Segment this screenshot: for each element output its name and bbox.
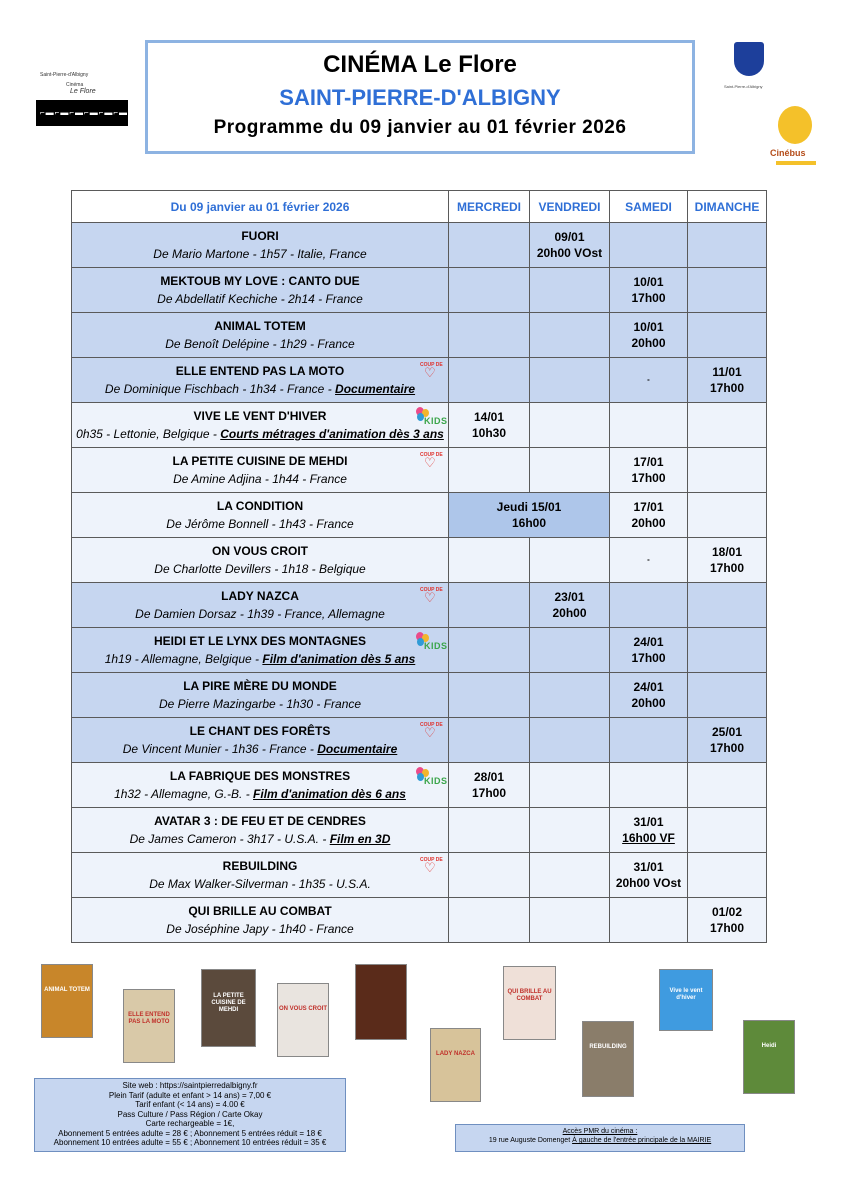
dimanche-cell [688, 583, 767, 628]
poster-animal-totem [41, 964, 93, 1038]
film-category: Film d'animation dès 5 ans [262, 652, 416, 666]
cinebus-logo: Cinébus [770, 106, 820, 168]
showtime-text: 17/01 [633, 500, 664, 514]
film-title: QUI BRILLE AU COMBAT [188, 904, 332, 918]
vendredi-cell [530, 898, 610, 943]
showtime-text: 09/01 [554, 230, 585, 244]
coup-de-coeur-icon: COUP DE ♡ [420, 722, 443, 740]
film-cell [72, 718, 449, 763]
film-info: 1h32 - Allemagne, G.-B. - [114, 787, 254, 801]
samedi-cell [610, 448, 688, 493]
showtime-text: 17h00 [471, 786, 507, 800]
poster-title: ANIMAL TOTEM [44, 986, 90, 993]
dimanche-cell [688, 313, 767, 358]
showtime-text: 16h00 [511, 516, 547, 530]
film-title: VIVE LE VENT D'HIVER [193, 409, 327, 423]
poster-on-vous-croit [277, 983, 329, 1057]
film-cell [72, 763, 449, 808]
film-row [72, 763, 767, 808]
day-header-dimanche: DIMANCHE [688, 191, 767, 223]
film-cell [72, 403, 449, 448]
vendredi-cell [530, 583, 610, 628]
coup-de-coeur-icon: COUP DE ♡ [420, 452, 443, 470]
film-category: Film en 3D [329, 832, 391, 846]
film-cell [72, 493, 449, 538]
vendredi-cell [530, 853, 610, 898]
film-title: MEKTOUB MY LOVE : CANTO DUE [160, 274, 360, 288]
film-info: De Amine Adjina - 1h44 - France [173, 472, 347, 486]
poster-title: QUI BRILLE AU COMBAT [507, 988, 552, 1002]
film-row [72, 583, 767, 628]
info-line: Site web : https://saintpierredalbigny.fr [122, 1081, 258, 1090]
showtime-text: 17h00 [709, 381, 745, 395]
showtime-text: 18/01 [711, 545, 743, 559]
film-category: Film d'animation dès 6 ans [253, 787, 406, 801]
film-cell [72, 223, 449, 268]
mercredi-cell [449, 628, 530, 673]
film-title: ANIMAL TOTEM [214, 319, 306, 333]
vendredi-cell [530, 358, 610, 403]
showtime-text: 10/01 [633, 320, 664, 334]
dimanche-cell [688, 808, 767, 853]
dimanche-cell [688, 268, 767, 313]
showtime-text: 25/01 [711, 725, 743, 739]
film-category: Courts métrages d'animation dès 3 ans [220, 427, 444, 441]
access-pmr-box [455, 1124, 745, 1152]
dimanche-cell [688, 403, 767, 448]
mercredi-cell [449, 358, 530, 403]
vendredi-cell [530, 268, 610, 313]
poster-lady-nazca [430, 1028, 481, 1102]
poster-petite-cuisine [201, 969, 256, 1047]
samedi-cell [610, 808, 688, 853]
poster-title: ELLE ENTEND PAS LA MOTO [128, 1011, 170, 1025]
dimanche-cell [688, 628, 767, 673]
film-row [72, 403, 767, 448]
vendredi-cell [530, 763, 610, 808]
film-info: De Mario Martone - 1h57 - Italie, France [153, 247, 367, 261]
showtime-text: 20h00 [552, 606, 587, 620]
showtime-text: 24/01 [633, 635, 664, 649]
film-cell [72, 673, 449, 718]
film-info: De Joséphine Japy - 1h40 - France [166, 922, 354, 936]
mercredi-cell [449, 718, 530, 763]
vendredi-cell [530, 718, 610, 763]
access-address: 19 rue Auguste Domenget [488, 1137, 573, 1144]
vendredi-cell [530, 448, 610, 493]
showtime-text: 17h00 [631, 291, 666, 305]
showtime-text: 20h00 VOst [615, 876, 682, 890]
film-cell [72, 538, 449, 583]
mercredi-cell [449, 223, 530, 268]
film-title: LA FABRIQUE DES MONSTRES [169, 769, 351, 783]
coup-de-coeur-icon: COUP DE ♡ [420, 362, 443, 380]
film-info: 0h35 - Lettonie, Belgique - [76, 427, 221, 441]
film-title: LE CHANT DES FORÊTS [189, 724, 331, 738]
film-category: Documentaire [335, 382, 416, 396]
mercredi-cell [449, 538, 530, 583]
mercredi-cell [449, 403, 530, 448]
poster-vive-le-vent [659, 969, 713, 1031]
mercredi-cell [449, 313, 530, 358]
film-cell [72, 448, 449, 493]
kids-balloons-icon: KIDS [414, 767, 444, 787]
samedi-cell [610, 493, 688, 538]
poster-qui-brille [503, 966, 556, 1040]
film-info: 1h19 - Allemagne, Belgique - [104, 652, 263, 666]
samedi-cell [610, 673, 688, 718]
film-info: De Abdellatif Kechiche - 2h14 - France [157, 292, 363, 306]
vendredi-cell [530, 403, 610, 448]
poster-title: REBUILDING [589, 1044, 627, 1051]
film-info: De Max Walker-Silverman - 1h35 - U.S.A. [149, 877, 371, 891]
showtime-text: 14/01 [473, 410, 505, 424]
schedule-table [71, 190, 767, 943]
heart-icon: ♡ [424, 860, 436, 875]
film-row [72, 628, 767, 673]
film-cell [72, 583, 449, 628]
dimanche-cell [688, 448, 767, 493]
showtime-text: 17/01 [633, 455, 664, 469]
pricing-info-box [34, 1078, 346, 1152]
poster-title: ON VOUS CROIT [278, 1005, 327, 1012]
showtime-text: 20h00 [631, 336, 666, 350]
showtime-text: 17h00 [631, 651, 666, 665]
showtime-text: 20h00 VOst [536, 246, 603, 260]
showtime-text: - [647, 375, 650, 384]
dimanche-cell [688, 493, 767, 538]
mercredi-cell [449, 898, 530, 943]
film-row [72, 268, 767, 313]
film-row [72, 898, 767, 943]
mercredi-cell [449, 763, 530, 808]
showtime-text: 20h00 [631, 696, 666, 710]
dimanche-cell [688, 718, 767, 763]
mercredi-cell [449, 268, 530, 313]
info-line: Carte rechargeable = 1€, [145, 1119, 235, 1128]
poster-title: Vive le vent d'hiver [669, 988, 703, 1001]
info-line: Abonnement 10 entrées adulte = 55 € ; Abonnement 10 entrées réduit = 35 € [53, 1138, 327, 1147]
poster-rebuilding [582, 1021, 634, 1097]
film-cell [72, 808, 449, 853]
film-category: Documentaire [317, 742, 398, 756]
town-name: SAINT-PIERRE-D'ALBIGNY [279, 85, 561, 110]
jeudi-showtime-cell [449, 493, 610, 538]
showtime-text: 17h00 [709, 921, 745, 935]
film-cell [72, 313, 449, 358]
samedi-cell [610, 223, 688, 268]
vendredi-cell [530, 808, 610, 853]
showtime-text: 24/01 [633, 680, 664, 694]
film-cell [72, 898, 449, 943]
programme-dates: Programme du 09 janvier au 01 février 2026 [213, 117, 627, 138]
vendredi-cell [530, 223, 610, 268]
showtime-text: 31/01 [633, 815, 664, 829]
film-row [72, 718, 767, 763]
showtime-text: - [647, 555, 650, 564]
vendredi-cell [530, 673, 610, 718]
cinema-seats-icon: ⌐▬⌐▬⌐▬⌐▬⌐▬⌐▬⌐▬ [40, 108, 143, 117]
samedi-cell [610, 898, 688, 943]
film-title: ON VOUS CROIT [211, 544, 308, 558]
poster-title: LA PETITE CUISINE DE MEHDI [211, 992, 246, 1013]
film-info: De Benoît Delépine - 1h29 - France [165, 337, 355, 351]
film-cell [72, 358, 449, 403]
mercredi-cell [449, 853, 530, 898]
cinebus-mascot-icon [778, 106, 812, 144]
dimanche-cell [688, 223, 767, 268]
showtime-text: 10/01 [633, 275, 664, 289]
dimanche-cell [688, 673, 767, 718]
showtime-text: Jeudi 15/01 [496, 500, 562, 514]
film-info: De Jérôme Bonnell - 1h43 - France [166, 517, 354, 531]
dimanche-cell [688, 763, 767, 808]
samedi-cell [610, 763, 688, 808]
coat-of-arms-icon [734, 42, 764, 76]
showtime-text: 01/02 [711, 905, 743, 919]
poster-heidi [743, 1020, 795, 1094]
film-title: AVATAR 3 : DE FEU ET DE CENDRES [154, 814, 366, 828]
film-title: FUORI [241, 229, 279, 243]
poster-monstres [355, 964, 407, 1040]
day-header-vendredi: VENDREDI [530, 191, 610, 223]
film-row [72, 223, 767, 268]
showtime-text: 17h00 [631, 471, 666, 485]
dimanche-cell [688, 898, 767, 943]
dimanche-cell [688, 853, 767, 898]
cinema-le-flore-logo: Saint-Pierre-d'Albigny Cinéma Le Flore ⌐▬⌐▬⌐▬⌐▬⌐▬⌐▬⌐▬ [36, 70, 128, 126]
film-info: De Pierre Mazingarbe - 1h30 - France [158, 697, 362, 711]
info-line: Pass Culture / Pass Région / Carte Okay [117, 1109, 263, 1119]
film-info: De James Cameron - 3h17 - U.S.A. - [129, 832, 330, 846]
kids-balloons-icon: KIDS [414, 407, 444, 427]
samedi-cell [610, 853, 688, 898]
showtime-text: 16h00 VF [622, 831, 675, 845]
vendredi-cell [530, 313, 610, 358]
film-title: LA PETITE CUISINE DE MEHDI [172, 454, 348, 468]
dimanche-cell [688, 538, 767, 583]
samedi-cell [610, 538, 688, 583]
showtime-text: 28/01 [473, 770, 505, 784]
film-row [72, 493, 767, 538]
heart-icon: ♡ [424, 725, 436, 740]
vendredi-cell [530, 538, 610, 583]
mercredi-cell [449, 808, 530, 853]
mercredi-cell [449, 448, 530, 493]
showtime-text: 20h00 [631, 516, 666, 530]
showtime-text: 31/01 [633, 860, 664, 874]
film-row [72, 358, 767, 403]
kids-balloons-icon: KIDS [414, 632, 444, 652]
poster-title: Heidi [761, 1042, 777, 1049]
film-title: HEIDI ET LE LYNX DES MONTAGNES [153, 634, 367, 648]
info-line: Plein Tarif (adulte et enfant > 14 ans) = 7,00 € [108, 1090, 272, 1100]
mairie-logo: Saint-Pierre-d'Albigny [728, 42, 772, 94]
poster-elle-entend [123, 989, 175, 1063]
dimanche-cell [688, 358, 767, 403]
heart-icon: ♡ [424, 590, 436, 605]
info-line: Abonnement 5 entrées adulte = 28 € ; Abonnement 5 entrées réduit = 18 € [58, 1128, 322, 1138]
header-box [145, 40, 695, 154]
samedi-cell [610, 268, 688, 313]
showtime-text: 17h00 [709, 561, 745, 575]
access-title: Accès PMR du cinéma : [562, 1128, 638, 1135]
schedule-header-row [72, 191, 767, 223]
samedi-cell [610, 403, 688, 448]
mercredi-cell [449, 673, 530, 718]
film-row [72, 313, 767, 358]
film-title: LADY NAZCA [221, 589, 299, 603]
film-info: De Dominique Fischbach - 1h34 - France - [104, 382, 336, 396]
film-title: REBUILDING [222, 859, 298, 873]
film-title: LA CONDITION [216, 499, 304, 513]
film-cell [72, 853, 449, 898]
heart-icon: ♡ [424, 365, 436, 380]
samedi-cell [610, 628, 688, 673]
film-info: De Charlotte Devillers - 1h18 - Belgique [154, 562, 366, 576]
film-row [72, 538, 767, 583]
film-info: De Damien Dorsaz - 1h39 - France, Allemagne [135, 607, 385, 621]
samedi-cell [610, 583, 688, 628]
samedi-cell [610, 358, 688, 403]
vendredi-cell [530, 628, 610, 673]
poster-title: LADY NAZCA [436, 1050, 475, 1057]
cinema-title: CINÉMA Le Flore [323, 51, 517, 78]
period-header: Du 09 janvier au 01 février 2026 [72, 191, 449, 223]
day-header-samedi: SAMEDI [610, 191, 688, 223]
film-row [72, 448, 767, 493]
showtime-text: 17h00 [709, 741, 745, 755]
film-row [72, 853, 767, 898]
samedi-cell [610, 313, 688, 358]
showtime-text: 11/01 [712, 365, 742, 379]
day-header-mercredi: MERCREDI [449, 191, 530, 223]
film-info: De Vincent Munier - 1h36 - France - [122, 742, 318, 756]
mercredi-cell [449, 583, 530, 628]
heart-icon: ♡ [424, 455, 436, 470]
info-line: Tarif enfant (< 14 ans) = 4.00 € [135, 1100, 245, 1109]
showtime-text: 23/01 [554, 590, 585, 604]
samedi-cell [610, 718, 688, 763]
film-cell [72, 268, 449, 313]
film-cell [72, 628, 449, 673]
film-row [72, 808, 767, 853]
coup-de-coeur-icon: COUP DE ♡ [420, 857, 443, 875]
film-title: ELLE ENTEND PAS LA MOTO [175, 364, 345, 378]
film-title: LA PIRE MÈRE DU MONDE [183, 679, 337, 693]
access-detail: À gauche de l'entrée principale de la MAIRIE [572, 1137, 712, 1144]
coup-de-coeur-icon: COUP DE ♡ [420, 587, 443, 605]
film-row [72, 673, 767, 718]
showtime-text: 10h30 [471, 426, 507, 440]
